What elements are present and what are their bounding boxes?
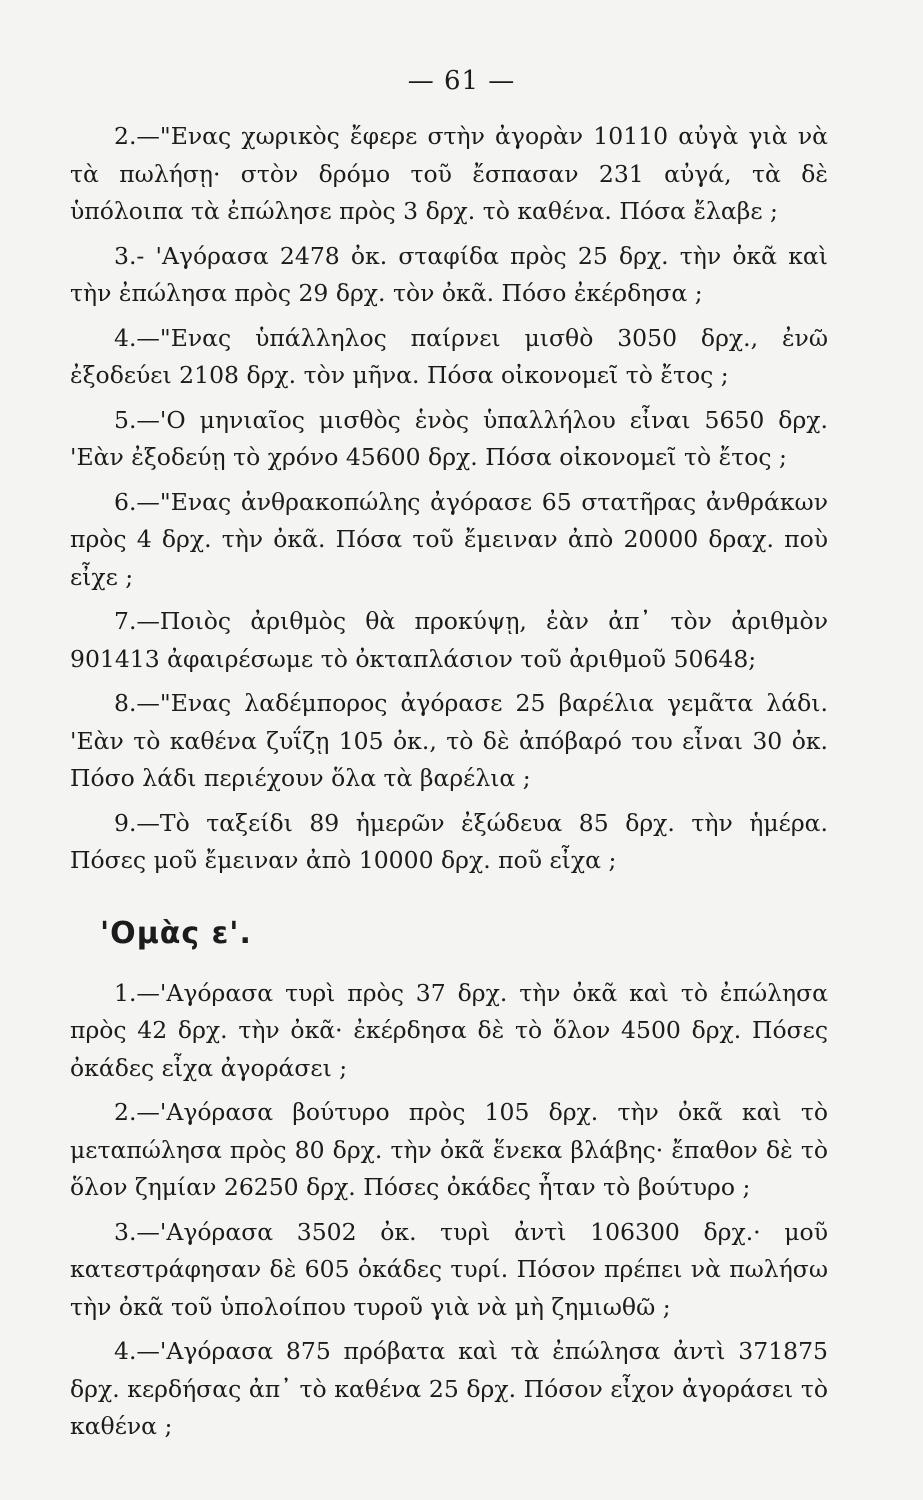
- problem-8: 8.—"Ενας λαδέμπορος ἀγόρασε 25 βαρέλια γεμᾶτα λάδι. 'Εὰν τὸ καθένα ζυΐζῃ 105 ὀκ., τὸ δὲ ἀπόβαρό του εἶναι 30 ὀκ. Πόσο λάδι περιέχουν ὅλα τὰ βαρέλια ;: [70, 689, 828, 792]
- problem-5: 5.—'Ο μηνιαῖος μισθὸς ἑνὸς ὑπαλλήλου εἶναι 5650 δρχ. 'Εὰν ἐξοδεύῃ τὸ χρόνο 45600 δρχ. Πόσα οἰκονομεῖ τὸ ἔτος ;: [70, 405, 828, 471]
- group-e-problem-1: 1.—'Αγόρασα τυρὶ πρὸς 37 δρχ. τὴν ὀκᾶ καὶ τὸ ἐπώλησα πρὸς 42 δρχ. τὴν ὀκᾶ· ἐκέρδησα δὲ τὸ ὅλον 4500 δρχ. Πόσες ὀκάδες εἶχα ἀγοράσει ;: [70, 978, 828, 1082]
- problem-2: 2.—"Ενας χωρικὸς ἔφερε στὴν ἀγορὰν 10110 αὐγὰ γιὰ νὰ τὰ πωλήσῃ· στὸν δρόμο τοῦ ἔσπασαν 231 αὐγά, τὰ δὲ ὑπόλοιπα τὰ ἐπώλησε πρὸς 3 δρχ. τὸ καθένα. Πόσα ἔλαβε ;: [70, 122, 828, 225]
- problem-6: 6.—"Ενας ἀνθρακοπώλης ἀγόρασε 65 στατῆρας ἀνθράκων πρὸς 4 δρχ. τὴν ὀκᾶ. Πόσα τοῦ ἔμειναν ἀπὸ 20000 δραχ. ποὺ εἶχε ;: [70, 487, 828, 591]
- problem-4: 4.—"Ενας ὑπάλληλος παίρνει μισθὸ 3050 δρχ., ἐνῶ ἐξοδεύει 2108 δρχ. τὸν μῆνα. Πόσα οἰκονομεῖ τὸ ἔτος ;: [70, 323, 828, 389]
- page-content: [70, 118, 828, 1453]
- section-heading: 'Ομὰς ε'.: [100, 915, 252, 951]
- group-e-problem-4: 4.—'Αγόρασα 875 πρόβατα καὶ τὰ ἐπώλησα ἀντὶ 371875 δρχ. κερδήσας ἀπ᾽ τὸ καθένα 25 δρχ. Πόσον εἶχον ἀγοράσει τὸ καθένα ;: [70, 1337, 828, 1440]
- group-e-problem-2: 2.—'Αγόρασα βούτυρο πρὸς 105 δρχ. τὴν ὀκᾶ καὶ τὸ μεταπώλησα πρὸς 80 δρχ. τὴν ὀκᾶ ἕνεκα βλάβης· ἔπαθον δὲ τὸ ὅλον ζημίαν 26250 δρχ. Πόσες ὀκάδες ἦταν τὸ βούτυρο ;: [70, 1098, 828, 1201]
- problem-3: 3.- 'Αγόρασα 2478 ὀκ. σταφίδα πρὸς 25 δρχ. τὴν ὀκᾶ καὶ τὴν ἐπώλησα πρὸς 29 δρχ. τὸν ὀκᾶ. Πόσο ἐκέρδησα ;: [70, 241, 828, 307]
- group-e-problem-3: 3.—'Αγόρασα 3502 ὀκ. τυρὶ ἀντὶ 106300 δρχ.· μοῦ κατεστράφησαν δὲ 605 ὀκάδες τυρί. Πόσον πρέπει νὰ πωλήσω τὴν ὀκᾶ τοῦ ὑπολοίπου τυροῦ γιὰ νὰ μὴ ζημιωθῶ ;: [70, 1217, 828, 1321]
- page-number: — 61 —: [407, 66, 516, 96]
- problem-7: 7.—Ποιὸς ἀριθμὸς θὰ προκύψῃ, ἐὰν ἀπ᾽ τὸν ἀριθμὸν 901413 ἀφαιρέσωμε τὸ ὀκταπλάσιον τοῦ ἀριθμοῦ 50648;: [70, 607, 828, 673]
- problem-9: 9.—Τὸ ταξείδι 89 ἡμερῶν ἐξώδευα 85 δρχ. τὴν ἡμέρα. Πόσες μοῦ ἔμειναν ἀπὸ 10000 δρχ. ποῦ εἶχα ;: [70, 808, 828, 874]
